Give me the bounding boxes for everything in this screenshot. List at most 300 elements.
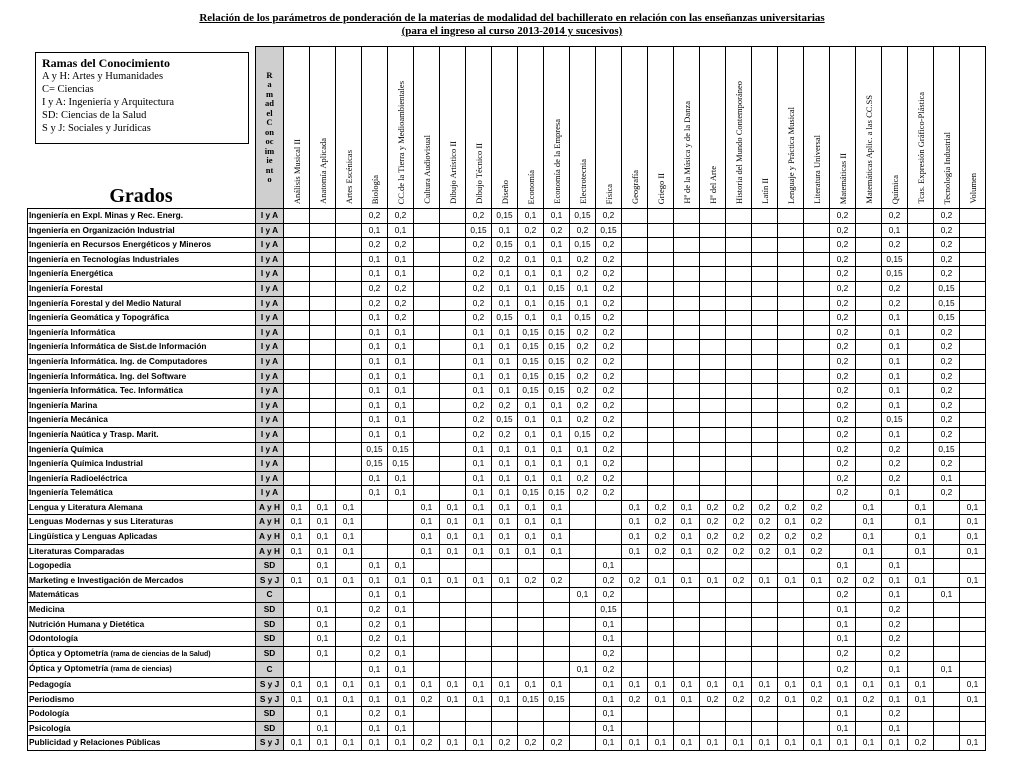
rama-cell: I y A [256, 281, 284, 296]
weight-cell [778, 471, 804, 486]
weight-cell: 0,1 [388, 721, 414, 736]
grado-name: Ingeniería Informática. Tec. Informática [29, 385, 183, 396]
weight-cell [518, 588, 544, 603]
grado-name: Marketing e Investigación de Mercados [29, 574, 184, 585]
grado-cell [28, 413, 256, 428]
weight-cell: 0,2 [804, 692, 830, 707]
subject-column-header [518, 47, 544, 209]
weight-cell [752, 471, 778, 486]
weight-cell: 0,1 [856, 544, 882, 559]
grado-name: Psicología [29, 722, 71, 733]
weight-cell [336, 442, 362, 457]
weight-cell: 0,1 [466, 544, 492, 559]
weight-cell [856, 559, 882, 574]
weight-cell: 0,1 [544, 544, 570, 559]
weight-cell: 0,2 [466, 427, 492, 442]
weight-cell [700, 721, 726, 736]
weight-cell: 0,1 [622, 736, 648, 751]
subject-label: Volumen [967, 173, 978, 204]
subject-label: Economía de la Empresa [551, 119, 562, 204]
weight-cell: 0,2 [570, 340, 596, 355]
weight-cell: 0,1 [674, 573, 700, 588]
weight-cell: 0,2 [362, 646, 388, 662]
weight-cell: 0,15 [518, 354, 544, 369]
weight-cell [492, 603, 518, 618]
weight-cell: 0,1 [466, 573, 492, 588]
weight-cell: 0,1 [856, 530, 882, 545]
weight-cell: 0,1 [492, 296, 518, 311]
weight-cell: 0,1 [362, 471, 388, 486]
weight-cell [960, 296, 986, 311]
weight-cell: 0,1 [674, 515, 700, 530]
weight-cell: 0,1 [596, 692, 622, 707]
weight-cell: 0,1 [674, 544, 700, 559]
weight-cell [518, 632, 544, 647]
weight-cell [414, 281, 440, 296]
weight-cell [778, 384, 804, 399]
weight-cell [700, 603, 726, 618]
weight-cell [752, 603, 778, 618]
weight-cell [778, 559, 804, 574]
weight-cell: 0,1 [362, 736, 388, 751]
weight-cell [518, 617, 544, 632]
weight-cell [804, 340, 830, 355]
weight-cell: 0,1 [596, 632, 622, 647]
weight-cell: 0,1 [388, 573, 414, 588]
weight-cell [648, 398, 674, 413]
weight-cell: 0,1 [414, 515, 440, 530]
weight-cell: 0,1 [388, 427, 414, 442]
grado-name: Ingeniería Mecánica [29, 414, 108, 425]
weight-cell: 0,1 [518, 252, 544, 267]
weight-cell [804, 281, 830, 296]
weight-cell [622, 427, 648, 442]
weight-cell: 0,2 [726, 573, 752, 588]
weight-cell [284, 442, 310, 457]
weight-cell [674, 457, 700, 472]
weight-cell: 0,1 [882, 588, 908, 603]
weight-cell: 0,1 [882, 721, 908, 736]
weight-cell: 0,1 [570, 281, 596, 296]
weight-cell [414, 617, 440, 632]
rama-cell: C [256, 662, 284, 678]
weight-cell [908, 603, 934, 618]
weight-cell [726, 617, 752, 632]
weight-cell: 0,1 [492, 281, 518, 296]
weight-cell [440, 559, 466, 574]
rama-cell: I y A [256, 223, 284, 238]
legend-item: C= Ciencias [42, 84, 94, 95]
weight-cell: 0,1 [518, 209, 544, 224]
grado-name: Lingüística y Lenguas Aplicadas [29, 531, 158, 542]
grado-name: Lengua y Literatura Alemana [29, 501, 143, 512]
grado-cell [28, 398, 256, 413]
weight-cell [492, 617, 518, 632]
grado-cell [28, 281, 256, 296]
weight-cell: 0,1 [388, 267, 414, 282]
grado-cell [28, 678, 256, 693]
weight-cell [778, 252, 804, 267]
weight-cell: 0,2 [830, 223, 856, 238]
weight-cell: 0,1 [284, 530, 310, 545]
subject-column-header [726, 47, 752, 209]
weight-cell [778, 209, 804, 224]
weight-cell [622, 721, 648, 736]
weight-cell [726, 457, 752, 472]
weight-cell [674, 471, 700, 486]
weight-cell: 0,1 [882, 354, 908, 369]
subject-column-header [804, 47, 830, 209]
weight-cell [284, 238, 310, 253]
weight-cell: 0,2 [830, 471, 856, 486]
weight-cell: 0,1 [336, 573, 362, 588]
weight-cell: 0,1 [700, 678, 726, 693]
weight-cell [856, 662, 882, 678]
weight-cell: 0,2 [882, 632, 908, 647]
weight-cell: 0,1 [700, 736, 726, 751]
subject-label: Análisis Musical II [291, 138, 302, 204]
weight-cell [674, 559, 700, 574]
weight-cell: 0,2 [882, 442, 908, 457]
grado-name: Lenguas Modernas y sus Literaturas [29, 516, 174, 527]
weight-cell [778, 238, 804, 253]
weight-cell: 0,1 [856, 678, 882, 693]
weight-cell [622, 384, 648, 399]
grado-cell [28, 223, 256, 238]
weight-cell [362, 515, 388, 530]
weight-cell [934, 530, 960, 545]
weight-cell: 0,1 [466, 384, 492, 399]
weight-cell: 0,1 [518, 296, 544, 311]
weight-cell [440, 427, 466, 442]
grado-cell [28, 340, 256, 355]
rama-cell: I y A [256, 238, 284, 253]
subject-label: Geografía [629, 170, 640, 204]
weight-cell [700, 707, 726, 722]
weight-cell: 0,2 [934, 354, 960, 369]
weight-cell: 0,1 [674, 500, 700, 515]
weight-cell: 0,1 [414, 544, 440, 559]
weight-cell [726, 559, 752, 574]
weight-cell: 0,1 [492, 267, 518, 282]
weight-cell: 0,1 [648, 678, 674, 693]
weight-cell [440, 471, 466, 486]
weight-cell: 0,15 [570, 311, 596, 326]
weight-cell [960, 238, 986, 253]
table-row [28, 398, 986, 413]
weight-cell [674, 238, 700, 253]
rama-cell: SD [256, 632, 284, 647]
weight-cell: 0,2 [466, 281, 492, 296]
grado-name: Óptica y Optometría [29, 647, 109, 658]
weight-cell [778, 603, 804, 618]
weight-cell: 0,2 [882, 603, 908, 618]
weight-cell [908, 617, 934, 632]
weight-cell [908, 442, 934, 457]
grado-cell [28, 559, 256, 574]
weight-cell [908, 223, 934, 238]
weight-cell [336, 252, 362, 267]
grado-cell [28, 500, 256, 515]
weight-cell [622, 662, 648, 678]
weight-cell: 0,1 [492, 500, 518, 515]
weight-cell [518, 603, 544, 618]
legend-item: SD: Ciencias de la Salud [42, 110, 147, 121]
weight-cell [622, 311, 648, 326]
weight-cell [856, 267, 882, 282]
weight-cell: 0,2 [934, 340, 960, 355]
weight-cell [726, 486, 752, 501]
rama-column-header [256, 47, 284, 209]
weight-cell [726, 354, 752, 369]
weight-cell: 0,2 [362, 209, 388, 224]
weight-cell: 0,1 [518, 267, 544, 282]
weight-cell [778, 632, 804, 647]
weight-cell: 0,1 [960, 515, 986, 530]
weight-cell: 0,2 [362, 603, 388, 618]
weight-cell [752, 325, 778, 340]
grado-cell [28, 692, 256, 707]
weight-cell: 0,1 [778, 678, 804, 693]
weight-cell [934, 707, 960, 722]
weight-cell [440, 325, 466, 340]
weight-cell: 0,1 [388, 662, 414, 678]
weight-cell: 0,2 [362, 707, 388, 722]
weight-cell: 0,15 [518, 692, 544, 707]
table-row [28, 632, 986, 647]
grado-name: Ingeniería Telemática [29, 487, 113, 498]
weight-cell [622, 325, 648, 340]
weight-cell [570, 632, 596, 647]
weight-cell [804, 238, 830, 253]
grado-name: Ingeniería Informática [29, 326, 116, 337]
rama-cell: I y A [256, 311, 284, 326]
weight-cell: 0,1 [492, 442, 518, 457]
weight-cell [648, 413, 674, 428]
subject-label: Historia del Mundo Contemporáneo [733, 81, 744, 204]
table-row [28, 544, 986, 559]
weight-cell [414, 252, 440, 267]
grado-name: Ingeniería Marina [29, 399, 98, 410]
weight-cell: 0,1 [492, 471, 518, 486]
weight-cell [804, 707, 830, 722]
weight-cell: 0,1 [336, 515, 362, 530]
weight-cell [908, 471, 934, 486]
weight-cell: 0,2 [830, 325, 856, 340]
weight-cell [492, 559, 518, 574]
weight-cell [804, 457, 830, 472]
grado-cell [28, 588, 256, 603]
rama-cell: A y H [256, 530, 284, 545]
weight-cell [726, 646, 752, 662]
weight-cell [960, 325, 986, 340]
weight-cell [804, 296, 830, 311]
weight-cell: 0,1 [388, 559, 414, 574]
weight-cell [726, 209, 752, 224]
weight-cell [700, 646, 726, 662]
weight-cell [856, 646, 882, 662]
weight-cell: 0,1 [362, 267, 388, 282]
weight-cell [648, 267, 674, 282]
weight-cell: 0,2 [622, 692, 648, 707]
legend-item: I y A: Ingeniería y Arquitectura [42, 97, 175, 108]
weight-cell: 0,1 [882, 384, 908, 399]
weight-cell: 0,2 [466, 413, 492, 428]
weight-cell: 0,2 [362, 238, 388, 253]
weight-cell: 0,2 [830, 384, 856, 399]
table-row [28, 486, 986, 501]
weight-cell: 0,1 [440, 530, 466, 545]
weight-cell [440, 311, 466, 326]
weight-cell [700, 617, 726, 632]
weight-cell [726, 340, 752, 355]
weight-cell [804, 223, 830, 238]
weight-cell [752, 588, 778, 603]
weight-cell [622, 398, 648, 413]
weight-cell: 0,1 [466, 354, 492, 369]
rama-cell: I y A [256, 413, 284, 428]
weight-cell [518, 707, 544, 722]
weight-cell [960, 588, 986, 603]
weight-cell: 0,2 [882, 457, 908, 472]
weight-cell [336, 223, 362, 238]
weight-cell [726, 384, 752, 399]
weight-cell: 0,2 [518, 223, 544, 238]
weight-cell: 0,1 [492, 369, 518, 384]
weight-cell [648, 457, 674, 472]
table-row [28, 662, 986, 678]
weight-cell [674, 398, 700, 413]
weight-cell: 0,2 [596, 296, 622, 311]
weight-cell [310, 223, 336, 238]
weight-cell [726, 632, 752, 647]
weight-cell: 0,1 [830, 559, 856, 574]
rama-cell: SD [256, 617, 284, 632]
weight-cell: 0,2 [830, 296, 856, 311]
weight-cell: 0,2 [934, 238, 960, 253]
weight-cell: 0,2 [830, 238, 856, 253]
weight-cell [596, 515, 622, 530]
weight-cell [908, 354, 934, 369]
weight-cell [440, 707, 466, 722]
subject-column-header [648, 47, 674, 209]
weight-cell: 0,1 [570, 662, 596, 678]
weight-cell [908, 632, 934, 647]
weight-cell: 0,1 [778, 573, 804, 588]
weight-cell: 0,1 [544, 678, 570, 693]
weight-cell [310, 340, 336, 355]
weight-cell: 0,2 [934, 384, 960, 399]
weight-cell [518, 721, 544, 736]
weight-cell: 0,1 [388, 325, 414, 340]
weight-cell [674, 632, 700, 647]
weight-cell: 0,2 [700, 692, 726, 707]
weight-cell [700, 223, 726, 238]
weight-cell: 0,15 [518, 325, 544, 340]
weight-cell [908, 398, 934, 413]
weight-cell: 0,2 [648, 500, 674, 515]
weight-cell: 0,1 [960, 573, 986, 588]
rama-cell: I y A [256, 384, 284, 399]
grado-name: Ingeniería Naútica y Trasp. Marit. [29, 428, 159, 439]
weight-cell: 0,2 [882, 707, 908, 722]
weight-cell: 0,1 [908, 515, 934, 530]
weight-cell [726, 427, 752, 442]
weight-cell: 0,1 [440, 515, 466, 530]
weight-cell: 0,15 [882, 413, 908, 428]
weight-cell [622, 267, 648, 282]
weight-cell: 0,1 [310, 632, 336, 647]
weight-cell [960, 354, 986, 369]
weight-cell [856, 354, 882, 369]
weight-cell [622, 457, 648, 472]
weight-cell [778, 369, 804, 384]
weight-cell: 0,1 [544, 515, 570, 530]
weight-cell [856, 325, 882, 340]
weight-cell: 0,1 [466, 530, 492, 545]
weight-cell [674, 267, 700, 282]
weight-cell: 0,1 [388, 632, 414, 647]
weight-cell [804, 559, 830, 574]
weight-cell [804, 384, 830, 399]
weight-cell [544, 707, 570, 722]
weight-cell [388, 544, 414, 559]
weight-cell [726, 471, 752, 486]
table-row [28, 530, 986, 545]
weight-cell [804, 252, 830, 267]
weight-cell [284, 486, 310, 501]
weight-cell [648, 340, 674, 355]
weight-cell [284, 603, 310, 618]
weight-cell [284, 588, 310, 603]
weight-cell: 0,2 [830, 311, 856, 326]
weight-cell: 0,2 [882, 296, 908, 311]
weight-cell [648, 646, 674, 662]
weight-cell: 0,1 [674, 678, 700, 693]
rama-cell: A y H [256, 544, 284, 559]
weight-cell: 0,1 [518, 281, 544, 296]
weight-cell [960, 559, 986, 574]
weight-cell: 0,1 [778, 736, 804, 751]
weight-cell [440, 617, 466, 632]
weight-cell: 0,2 [362, 281, 388, 296]
table-body [28, 209, 986, 751]
subject-column-header [622, 47, 648, 209]
weight-cell: 0,1 [570, 296, 596, 311]
weight-cell [908, 369, 934, 384]
subject-label: Dibujo Artístico II [447, 141, 458, 204]
weight-cell [960, 398, 986, 413]
weight-cell: 0,1 [284, 678, 310, 693]
weight-cell: 0,2 [466, 267, 492, 282]
subject-label: Anatomía Aplicada [317, 138, 328, 204]
weight-cell [700, 354, 726, 369]
weight-cell [284, 427, 310, 442]
weight-cell [804, 209, 830, 224]
weight-cell [778, 646, 804, 662]
weight-cell [856, 457, 882, 472]
weight-cell [544, 662, 570, 678]
weight-cell: 0,1 [544, 530, 570, 545]
weight-cell [700, 325, 726, 340]
weight-cell: 0,1 [362, 588, 388, 603]
grado-cell [28, 721, 256, 736]
weight-cell [752, 369, 778, 384]
weight-cell [804, 603, 830, 618]
table-row [28, 384, 986, 399]
weight-cell: 0,1 [674, 530, 700, 545]
weight-cell: 0,1 [466, 457, 492, 472]
